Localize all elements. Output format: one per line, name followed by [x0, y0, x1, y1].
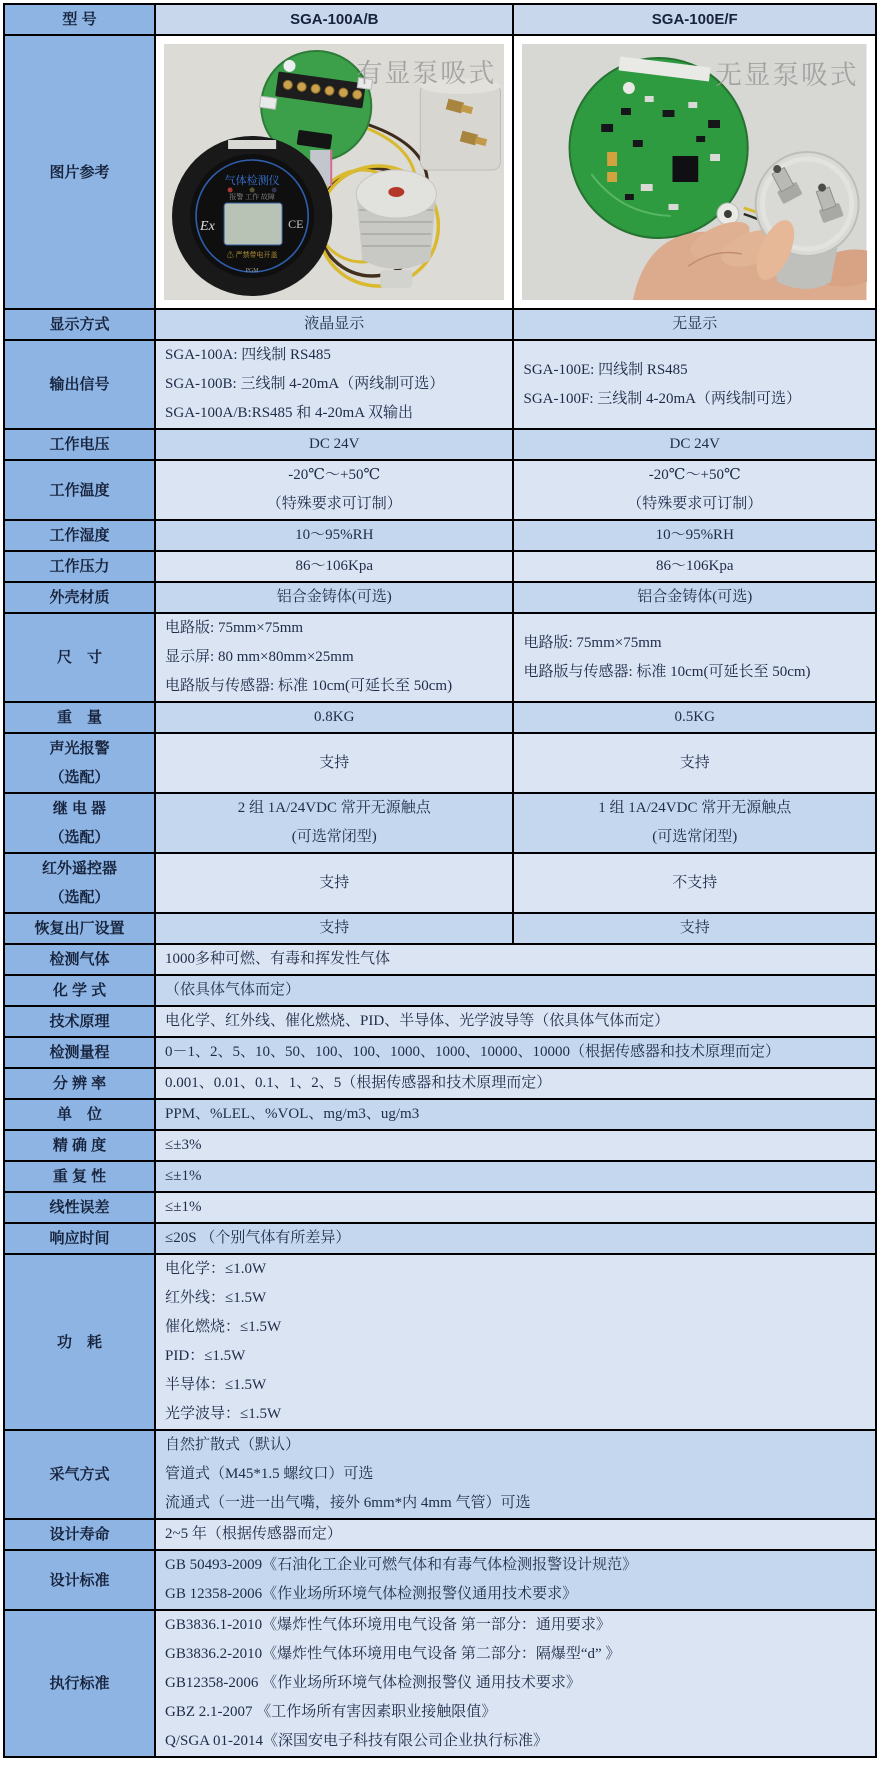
- spec-row-factory-reset: [4, 913, 876, 944]
- value-working-voltage-sga100ab: DC 24V: [155, 429, 513, 460]
- value-working-voltage-sga100ef: DC 24V: [513, 429, 876, 460]
- row-label-housing-material: 外壳材质: [4, 582, 155, 613]
- spec-row-design-life: [4, 1519, 876, 1550]
- value-ir-remote-sga100ef: 不支持: [513, 853, 876, 913]
- value-display-mode-sga100ef: 无显示: [513, 309, 876, 340]
- value-working-humidity-sga100ab: 10～95%RH: [155, 520, 513, 551]
- value-housing-material-sga100ef: 铝合金铸体(可选): [513, 582, 876, 613]
- value-factory-reset-sga100ef: 支持: [513, 913, 876, 944]
- spec-row-relay: [4, 793, 876, 853]
- row-label-relay: 继 电 器 （选配）: [4, 793, 155, 853]
- spec-row-output-signal: [4, 340, 876, 429]
- row-label-power-consumption: 功 耗: [4, 1254, 155, 1430]
- spec-row-technical-principle: [4, 1006, 876, 1037]
- spec-row-repeatability: [4, 1161, 876, 1192]
- row-label-sound-light-alarm: 声光报警 （选配）: [4, 733, 155, 793]
- value-resolution: 0.001、0.01、0.1、1、2、5（根据传感器和技术原理而定）: [155, 1068, 876, 1099]
- spec-row-display-mode: [4, 309, 876, 340]
- spec-row-sampling-method: [4, 1430, 876, 1519]
- value-housing-material-sga100ab: 铝合金铸体(可选): [155, 582, 513, 613]
- product-photo-no-display: [522, 44, 867, 300]
- value-working-temperature-sga100ef: -20℃～+50℃ （特殊要求可订制）: [513, 460, 876, 520]
- value-unit: PPM、%LEL、%VOL、mg/m3、ug/m3: [155, 1099, 876, 1130]
- product-photo-with-display: [164, 44, 504, 300]
- spec-row-weight: [4, 702, 876, 733]
- value-power-consumption: 电化学：≤1.0W 红外线：≤1.5W 催化燃烧：≤1.5W PID：≤1.5W 半导体：≤1.5W 光学波导：≤1.5W: [155, 1254, 876, 1430]
- spec-row-working-voltage: [4, 429, 876, 460]
- product-spec-table: [3, 3, 877, 1758]
- spec-row-detected-gas: [4, 944, 876, 975]
- row-label-weight: 重 量: [4, 702, 155, 733]
- svg-text:Ex: Ex: [200, 219, 215, 234]
- value-relay-sga100ab: 2 组 1A/24VDC 常开无源触点 (可选常闭型): [155, 793, 513, 853]
- spec-row-chemical-formula: [4, 975, 876, 1006]
- value-repeatability: ≤±1%: [155, 1161, 876, 1192]
- left-photo-watermark: 有显泵吸式: [356, 58, 497, 88]
- photo-reference-row: [4, 35, 876, 309]
- value-output-signal-sga100ef: SGA-100E: 四线制 RS485 SGA-100F: 三线制 4-20mA（两线制可选）: [513, 340, 876, 429]
- row-label-design-standard: 设计标准: [4, 1550, 155, 1610]
- row-label-ir-remote: 红外遥控器 （选配）: [4, 853, 155, 913]
- value-output-signal-sga100ab: SGA-100A: 四线制 RS485 SGA-100B: 三线制 4-20mA（两线制可选） SGA-100A/B:RS485 和 4-20mA 双输出: [155, 340, 513, 429]
- row-label-response-time: 响应时间: [4, 1223, 155, 1254]
- spec-row-ir-remote: [4, 853, 876, 913]
- value-design-life: 2~5 年（根据传感器而定）: [155, 1519, 876, 1550]
- row-label-resolution: 分 辨 率: [4, 1068, 155, 1099]
- row-label-working-pressure: 工作压力: [4, 551, 155, 582]
- value-working-pressure-sga100ef: 86～106Kpa: [513, 551, 876, 582]
- value-relay-sga100ef: 1 组 1A/24VDC 常开无源触点 (可选常闭型): [513, 793, 876, 853]
- value-sampling-method: 自然扩散式（默认） 管道式（M45*1.5 螺纹口）可选 流通式（一进一出气嘴，接外 6mm*内 4mm 气管）可选: [155, 1430, 876, 1519]
- value-working-temperature-sga100ab: -20℃～+50℃ （特殊要求可订制）: [155, 460, 513, 520]
- row-label-accuracy: 精 确 度: [4, 1130, 155, 1161]
- value-sound-light-alarm-sga100ab: 支持: [155, 733, 513, 793]
- spec-row-unit: [4, 1099, 876, 1130]
- lcd-detector-icon: [172, 136, 332, 296]
- row-label-model: 型 号: [4, 4, 155, 35]
- spec-row-resolution: [4, 1068, 876, 1099]
- svg-text:PGM: PGM: [245, 268, 259, 274]
- row-label-detection-range: 检测量程: [4, 1037, 155, 1068]
- row-label-executive-standard: 执行标准: [4, 1610, 155, 1757]
- value-chemical-formula: （依具体气体而定）: [155, 975, 876, 1006]
- row-label-working-voltage: 工作电压: [4, 429, 155, 460]
- svg-text:CE: CE: [288, 217, 304, 231]
- row-label-dimensions: 尺 寸: [4, 613, 155, 702]
- value-executive-standard: GB3836.1-2010《爆炸性气体环境用电气设备 第一部分：通用要求》 GB3836.2-2010《爆炸性气体环境用电气设备 第二部分：隔爆型“d” 》 GB12358-2006 《作业场所环境气体检测报警仪 通用技术要求》 GBZ 2.1-2007 《工作场所有害因素职业接触限值》 Q/SGA 01-2014《深国安电子科技有限公司企业执行标准》: [155, 1610, 876, 1757]
- row-label-factory-reset: 恢复出厂设置: [4, 913, 155, 944]
- spec-row-executive-standard: [4, 1610, 876, 1757]
- value-technical-principle: 电化学、红外线、催化燃烧、PID、半导体、光学波导等（依具体气体而定）: [155, 1006, 876, 1037]
- svg-text:⚠ 严禁带电开盖: ⚠ 严禁带电开盖: [226, 251, 278, 259]
- pump-cylinder-icon: [420, 78, 500, 170]
- spec-row-working-humidity: [4, 520, 876, 551]
- value-working-pressure-sga100ab: 86～106Kpa: [155, 551, 513, 582]
- row-label-output-signal: 输出信号: [4, 340, 155, 429]
- row-label-linearity-error: 线性误差: [4, 1192, 155, 1223]
- spec-row-housing-material: [4, 582, 876, 613]
- model-a-header: SGA-100A/B: [155, 4, 513, 35]
- spec-row-working-pressure: [4, 551, 876, 582]
- row-label-display-mode: 显示方式: [4, 309, 155, 340]
- spec-row-power-consumption: [4, 1254, 876, 1430]
- model-b-header: SGA-100E/F: [513, 4, 876, 35]
- value-weight-sga100ef: 0.5KG: [513, 702, 876, 733]
- row-label-working-humidity: 工作湿度: [4, 520, 155, 551]
- spec-row-design-standard: [4, 1550, 876, 1610]
- spec-row-sound-light-alarm: [4, 733, 876, 793]
- row-label-sampling-method: 采气方式: [4, 1430, 155, 1519]
- spec-row-detection-range: [4, 1037, 876, 1068]
- value-detected-gas: 1000多种可燃、有毒和挥发性气体: [155, 944, 876, 975]
- value-response-time: ≤20S （个别气体有所差异）: [155, 1223, 876, 1254]
- value-dimensions-sga100ef: 电路版: 75mm×75mm 电路版与传感器: 标准 10cm(可延长至 50cm): [513, 613, 876, 702]
- row-label-chemical-formula: 化 学 式: [4, 975, 155, 1006]
- row-label-repeatability: 重 复 性: [4, 1161, 155, 1192]
- value-dimensions-sga100ab: 电路版: 75mm×75mm 显示屏: 80 mm×80mm×25mm 电路版与传感器: 标准 10cm(可延长至 50cm): [155, 613, 513, 702]
- spec-row-working-temperature: [4, 460, 876, 520]
- svg-text:气体检测仪: 气体检测仪: [224, 175, 280, 187]
- photo-sga-100ef: [513, 35, 876, 309]
- spec-row-dimensions: [4, 613, 876, 702]
- value-working-humidity-sga100ef: 10～95%RH: [513, 520, 876, 551]
- value-linearity-error: ≤±1%: [155, 1192, 876, 1223]
- row-label-unit: 单 位: [4, 1099, 155, 1130]
- spec-row-linearity-error: [4, 1192, 876, 1223]
- value-display-mode-sga100ab: 液晶显示: [155, 309, 513, 340]
- row-label-design-life: 设计寿命: [4, 1519, 155, 1550]
- spec-row-response-time: [4, 1223, 876, 1254]
- right-photo-watermark: 无显泵吸式: [715, 59, 860, 91]
- value-accuracy: ≤±3%: [155, 1130, 876, 1161]
- svg-text:报警 工作 故障: 报警 工作 故障: [229, 193, 275, 201]
- value-ir-remote-sga100ab: 支持: [155, 853, 513, 913]
- row-label-working-temperature: 工作温度: [4, 460, 155, 520]
- value-weight-sga100ab: 0.8KG: [155, 702, 513, 733]
- value-sound-light-alarm-sga100ef: 支持: [513, 733, 876, 793]
- row-label-detected-gas: 检测气体: [4, 944, 155, 975]
- row-label-technical-principle: 技术原理: [4, 1006, 155, 1037]
- row-label-photo-reference: 图片参考: [4, 35, 155, 309]
- model-header-row: [4, 4, 876, 35]
- value-design-standard: GB 50493-2009《石油化工企业可燃气体和有毒气体检测报警设计规范》 GB 12358-2006《作业场所环境气体检测报警仪通用技术要求》: [155, 1550, 876, 1610]
- spec-row-accuracy: [4, 1130, 876, 1161]
- value-detection-range: 0－1、2、5、10、50、100、100、1000、1000、10000、10000（根据传感器和技术原理而定）: [155, 1037, 876, 1068]
- value-factory-reset-sga100ab: 支持: [155, 913, 513, 944]
- photo-sga-100ab: [155, 35, 513, 309]
